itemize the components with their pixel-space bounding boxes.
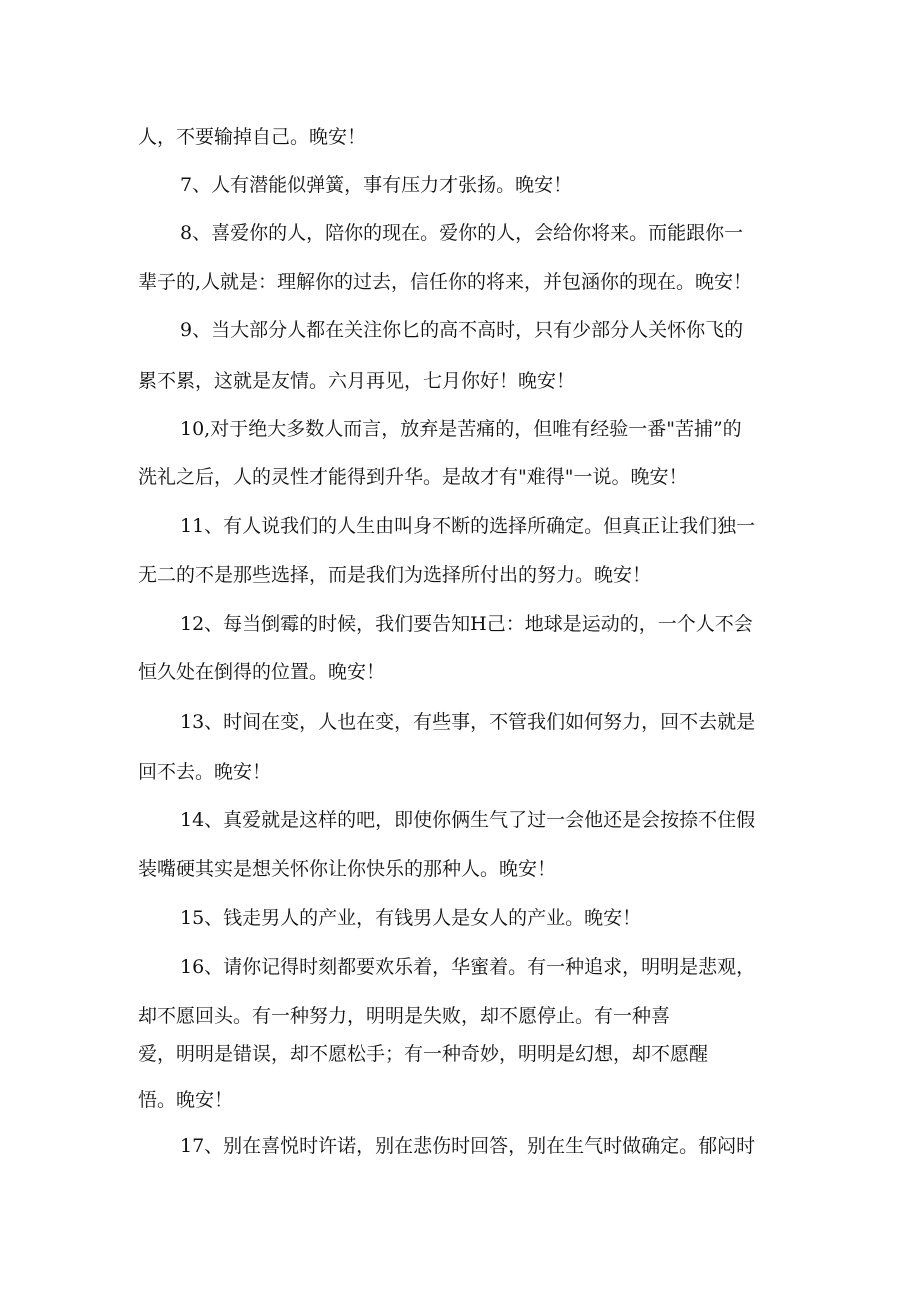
- text-line: 17、别在喜悦时许诺，别在悲伤时回答，别在生气时做确定。郁闷时: [180, 1135, 756, 1157]
- text-line: 13、时间在变，人也在变，有些事，不管我们如何努力，回不去就是: [180, 711, 756, 733]
- text-line: 15、钱走男人的产业，有钱男人是女人的产业。晚安！: [180, 907, 642, 929]
- text-line: 14、真爱就是这样的吧，即使你俩生气了过一会他还是会按捺不住假: [180, 809, 756, 831]
- text-line: 无二的不是那些选择，而是我们为选择所付出的努力。晚安！: [138, 564, 652, 586]
- text-line: 恒久处在倒得的位置。晚安！: [138, 661, 386, 683]
- text-line: 回不去。晚安！: [138, 761, 272, 783]
- text-line: 人，不要输掉自己。晚安！: [138, 126, 367, 148]
- text-line: 悟。晚安！: [138, 1089, 234, 1111]
- text-line: 10,对于绝大多数人而言，放弃是苦痛的，但唯有经验一番"苦捕”的: [180, 418, 742, 440]
- text-line: 装嘴硬其实是想关怀你让你快乐的那种人。晚安！: [138, 858, 557, 880]
- text-line: 洗礼之后，人的灵性才能得到升华。是故才有"难得"一说。晚安！: [138, 466, 688, 488]
- text-line: 却不愿回头。有一种努力，明明是失败，却不愿停止。有一种喜: [138, 1005, 671, 1027]
- text-line: 辈子的,人就是：理解你的过去，信任你的将来，并包涵你的现在。晚安！: [138, 271, 753, 293]
- text-line: 累不累，这就是友情。六月再见，七月你好！晚安！: [138, 370, 576, 392]
- text-line: 7、人有潜能似弹簧，事有压力才张扬。晚安！: [180, 174, 573, 196]
- text-line: 12、每当倒霉的时候，我们要告知H己：地球是运动的，一个人不会: [180, 613, 753, 635]
- text-line: 11、有人说我们的人生由叫身不断的选择所确定。但真正让我们独一: [180, 515, 756, 537]
- text-line: 16、请你记得时刻都要欢乐着，华蜜着。有一种追求，明明是悲观，: [180, 956, 756, 978]
- text-line: 8、喜爱你的人，陪你的现在。爱你的人，会给你将来。而能跟你一: [180, 222, 744, 244]
- text-line: 9、当大部分人都在关注你匕的高不高时，只有少部分人关怀你飞的: [180, 319, 744, 341]
- text-line: 爱，明明是错误，却不愿松手；有一种奇妙，明明是幻想，却不愿醒: [138, 1043, 709, 1065]
